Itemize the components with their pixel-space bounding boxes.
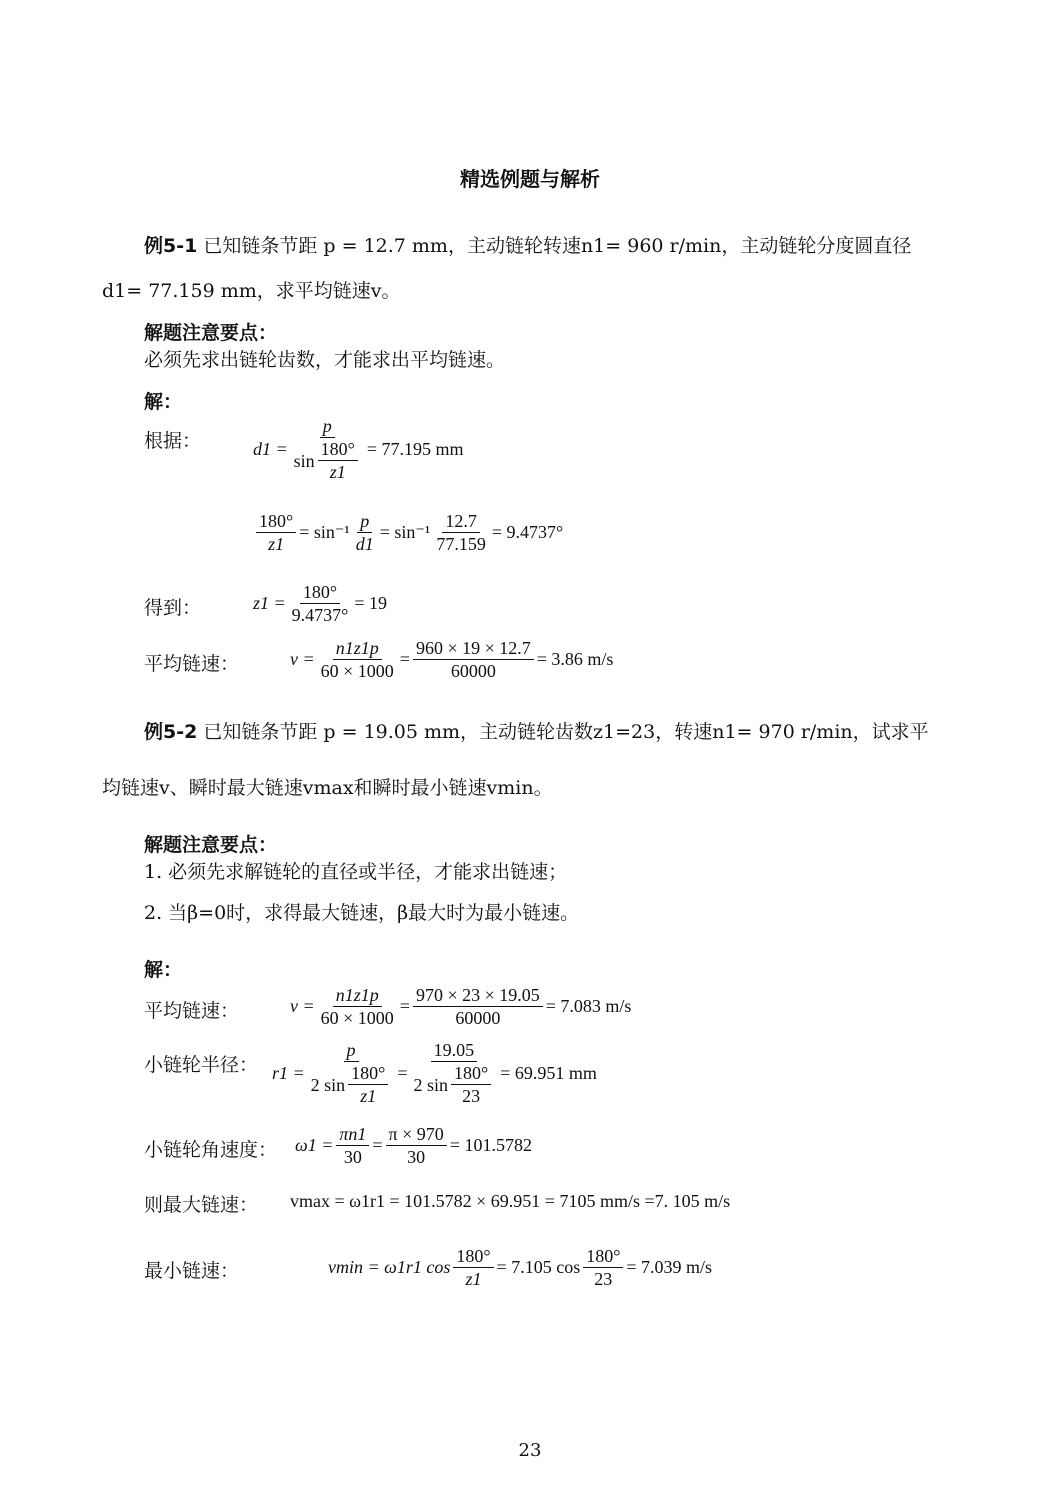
fraction [291, 415, 364, 483]
example-1-notes: 必须先求出链轮齿数，才能求出平均链速。 [144, 349, 506, 371]
numerator: 19.05 [431, 1039, 478, 1062]
example-2-notes-heading: 解题注意要点： [144, 834, 278, 856]
equation-angle [253, 510, 563, 555]
eq-lhs: vmin = ω1r1 cos [328, 1257, 451, 1277]
eq-lhs: v = [290, 649, 315, 669]
example-1-solution-heading: 解： [144, 391, 183, 413]
example-1-line2: d1= 77.159 mm，求平均链速v。 [102, 280, 401, 302]
numerator: 180° [583, 1245, 623, 1268]
numerator: n1z1p [333, 984, 382, 1007]
fraction [353, 510, 377, 555]
inner-fraction [451, 1062, 491, 1107]
numerator: p [344, 1039, 359, 1062]
page-number: 23 [518, 1440, 542, 1461]
eq-lhs: v = [290, 996, 315, 1016]
equation-min-speed [328, 1245, 712, 1290]
denominator: 77.159 [436, 534, 486, 554]
fraction [413, 984, 543, 1029]
denominator: d1 [355, 534, 374, 554]
page-title: 精选例题与解析 [460, 167, 600, 191]
equation-average-speed [290, 984, 631, 1029]
eq-rhs: = 9.4737° [491, 522, 564, 542]
inner-denominator: z1 [360, 1086, 377, 1106]
eq-rhs: = 69.951 mm [500, 1062, 597, 1083]
inner-denominator: z1 [329, 462, 346, 482]
numerator: πn1 [336, 1123, 369, 1146]
numerator: 960 × 19 × 12.7 [413, 637, 534, 660]
example-2-solution-heading: 解： [144, 959, 183, 981]
fraction [413, 637, 534, 682]
example-1-notes-heading: 解题注意要点： [144, 322, 278, 344]
equals-sign: = [372, 1135, 383, 1155]
example-1-line1: 已知链条节距 p = 12.7 mm，主动链轮转速n1= 960 r/min，主动链轮分度圆直径 [197, 235, 912, 257]
eq-rhs: = 19 [354, 593, 388, 613]
denominator: 60000 [450, 661, 496, 681]
max-speed-label: 则最大链速： [144, 1194, 259, 1216]
denominator: 9.4737° [291, 605, 349, 625]
example-2-note-2: 2. 当β=0时，求得最大链速，β最大时为最小链速。 [144, 902, 580, 924]
fraction [256, 510, 296, 555]
fraction [308, 1039, 395, 1107]
denominator: 60 × 1000 [320, 661, 394, 681]
equation-max-speed: vmax = ω1r1 = 101.5782 × 69.951 = 7105 mm/s =7. 105 m/s [290, 1191, 731, 1211]
denominator [308, 1062, 395, 1107]
sin-text: 2 sin [413, 1074, 449, 1095]
fraction [411, 1039, 498, 1107]
example-2-line1: 已知链条节距 p = 19.05 mm，主动链轮齿数z1=23，转速n1= 970 r/min，试求平 [197, 721, 929, 743]
numerator: 180° [300, 581, 340, 604]
eq-lhs: r1 = [272, 1062, 305, 1083]
numerator: n1z1p [333, 637, 382, 660]
sin-text: 2 sin [310, 1074, 346, 1095]
eq-mid: = sin⁻¹ [379, 522, 431, 542]
basis-label: 根据： [144, 430, 202, 452]
denominator: 30 [343, 1147, 362, 1167]
denominator: 23 [594, 1269, 613, 1289]
example-1-label: 例5-1 [144, 235, 198, 257]
equation-radius [272, 1039, 597, 1107]
example-1-statement [144, 231, 911, 258]
fraction [433, 510, 489, 555]
eq-rhs: = 3.86 m/s [536, 649, 614, 669]
example-2-note-1: 1. 必须先求解链轮的直径或半径，才能求出链速； [144, 861, 568, 883]
eq-lhs: z1 = [253, 593, 286, 613]
inner-denominator: 23 [462, 1086, 481, 1106]
example-2-line2: 均链速v、瞬时最大链速vmax和瞬时最小链速vmin。 [102, 777, 553, 799]
denominator: z1 [268, 534, 285, 554]
numerator: 180° [256, 510, 296, 533]
equals-sign: = [397, 1062, 408, 1083]
fraction [318, 984, 397, 1029]
eq-rhs: = 77.195 mm [366, 438, 464, 459]
eq-rhs: = 7.083 m/s [545, 996, 632, 1016]
eq-lhs: d1 = [253, 438, 288, 459]
inner-numerator: 180° [348, 1062, 388, 1085]
inner-fraction [318, 438, 358, 483]
denominator: z1 [465, 1269, 482, 1289]
eq-lhs: ω1 = [295, 1135, 334, 1155]
result-label: 得到： [144, 597, 202, 619]
fraction [289, 581, 352, 626]
average-speed-label: 平均链速： [144, 653, 240, 675]
angular-speed-label: 小链轮角速度： [144, 1139, 278, 1161]
equation-z1 [253, 581, 387, 626]
fraction [318, 637, 397, 682]
equals-sign: = [399, 649, 410, 669]
inner-numerator: 180° [318, 438, 358, 461]
inner-fraction [348, 1062, 388, 1107]
denominator [411, 1062, 498, 1107]
example-2-statement [144, 717, 929, 744]
inner-numerator: 180° [451, 1062, 491, 1085]
fraction [453, 1245, 493, 1290]
equation-angular-speed [295, 1123, 532, 1168]
min-speed-label: 最小链速： [144, 1260, 240, 1282]
denominator: 60000 [455, 1008, 501, 1028]
average-speed-label: 平均链速： [144, 1000, 240, 1022]
numerator: p [320, 415, 335, 438]
fraction [386, 1123, 447, 1168]
equation-d1 [253, 415, 464, 483]
numerator: 970 × 23 × 19.05 [413, 984, 543, 1007]
sin-text: sin [293, 450, 315, 471]
denominator: 60 × 1000 [320, 1008, 394, 1028]
denominator [291, 438, 364, 483]
equals-sign: = [399, 996, 410, 1016]
fraction [336, 1123, 369, 1168]
numerator: 12.7 [442, 510, 480, 533]
eq-mid: = sin⁻¹ [299, 522, 350, 542]
eq-mid: = 7.105 cos [496, 1257, 581, 1277]
numerator: 180° [453, 1245, 493, 1268]
fraction [583, 1245, 623, 1290]
numerator: π × 970 [386, 1123, 447, 1146]
radius-label: 小链轮半径： [144, 1054, 259, 1076]
eq-rhs: = 101.5782 [449, 1135, 532, 1155]
denominator: 30 [407, 1147, 426, 1167]
numerator: p [357, 510, 372, 533]
eq-rhs: = 7.039 m/s [626, 1257, 713, 1277]
equation-average-speed [290, 637, 613, 682]
example-2-label: 例5-2 [144, 721, 198, 743]
